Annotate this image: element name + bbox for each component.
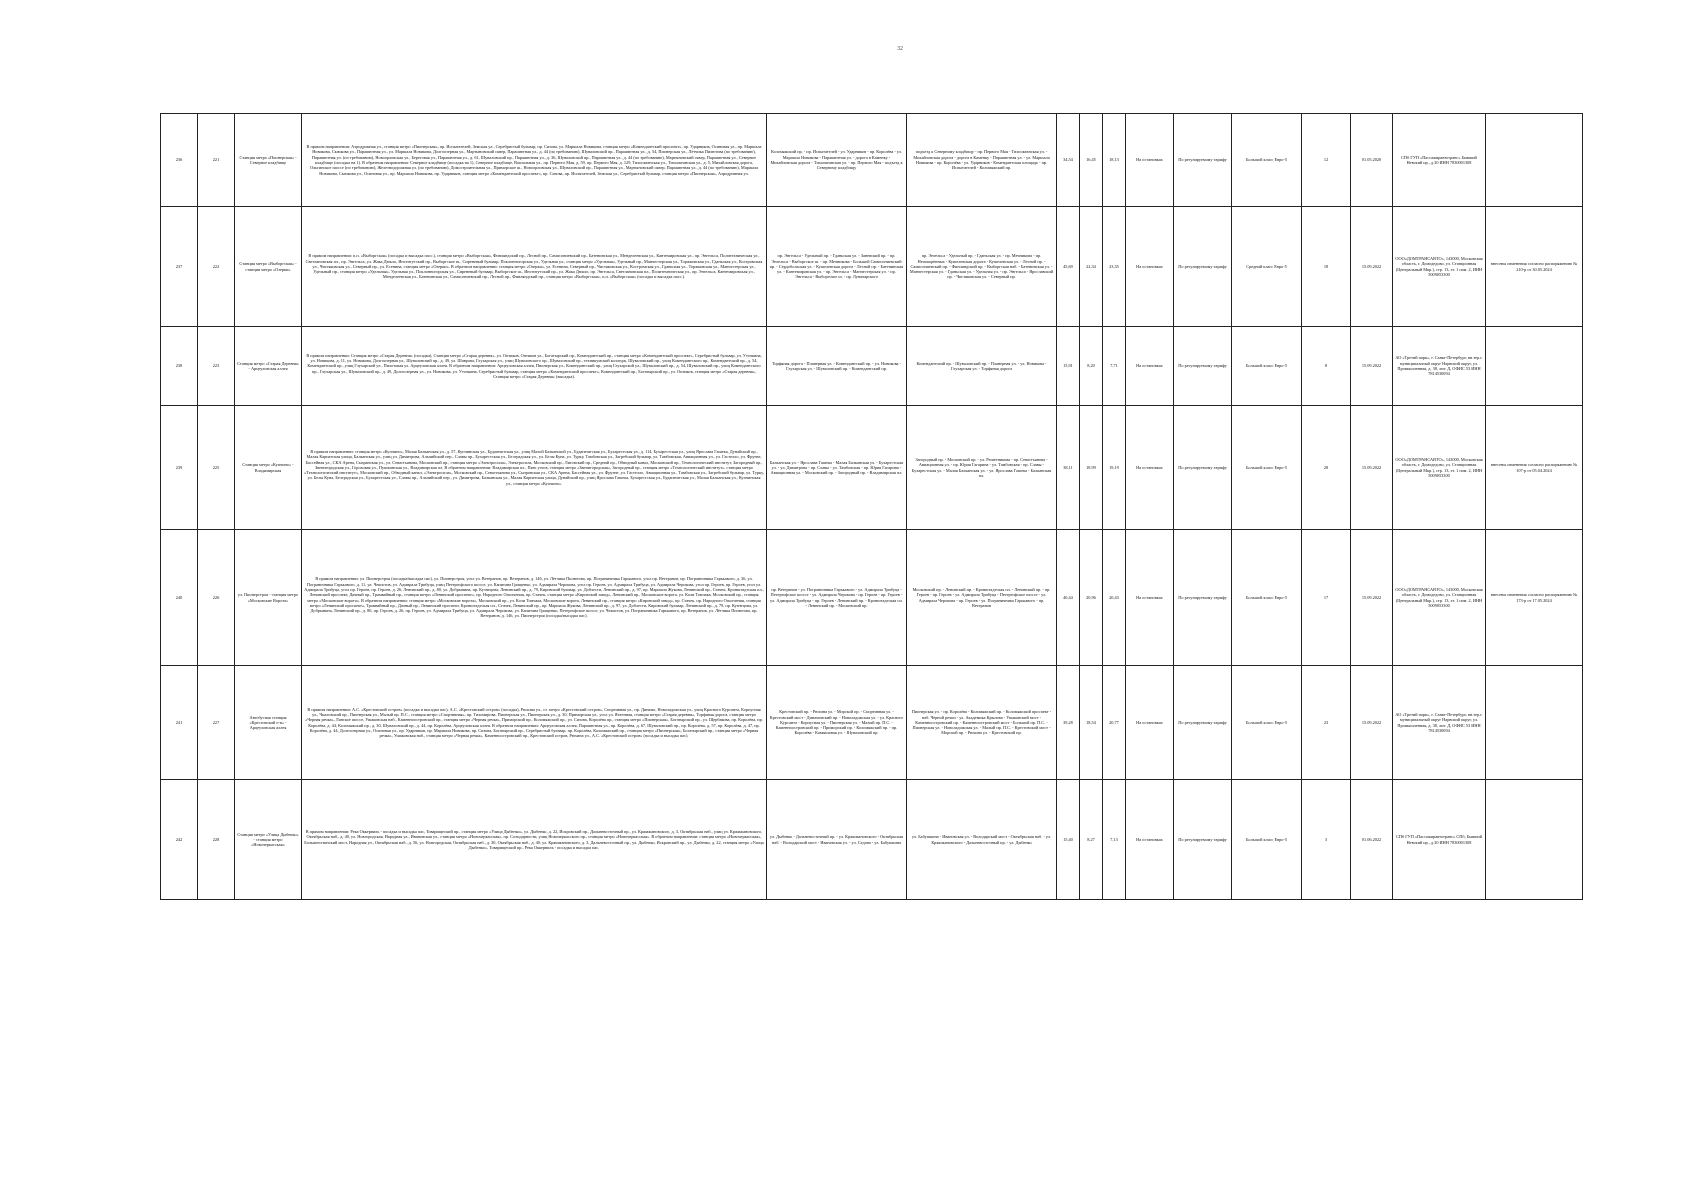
start-date: 15.09.2022 bbox=[1351, 666, 1393, 780]
carrier: ООО«ДОМТРАНСАВТО», 143000, Московская область, г. Домодедово, ул. Станционная (Центральный Мкр.), стр. 13, эт. 1 пом. 2, ИНН 5009053300 bbox=[1393, 406, 1486, 530]
vehicle-count: 17 bbox=[1302, 530, 1351, 666]
start-date: 01.05.2020 bbox=[1351, 114, 1393, 207]
streets-forward: Коломяжский пр. - пр. Испытателей - ул. Ударников - пр. Королёва - ул. Маршала Новикова - Парашютная ул. - дорога в Каменку - Михайловская дорога - Тихоокеанская ул. - пр. Первого Мая - подъезд к Северному кладбищу bbox=[767, 114, 907, 207]
stops-type: На остановках bbox=[1126, 207, 1174, 327]
note: внесены изменения согласно распоряжению № 210-р от 30.05.2024 bbox=[1486, 207, 1583, 327]
route-path: В прямом направлении: п.п. «Выборгская» (посадка и высадка пасс.), станция метро «Выборгская», Финляндский пр., Лесной пр., Сампсониевский пр., Батенинская ул., Менделеевская ул., Кантемировская ул., пр. Энгельса, Политехническая ул., Светлановская пл., пр. Энгельса, ул. Жака Дюкло, Институтский пр., Выборгское ш., Сиреневый бульвар, Поклонногорская ул., Удельная ул., станция метро «Удельная», Удельный пр., Манчестерская ул., Торжковская ул., Гданьская ул., Костромская ул., Чистяковская ул., Северный пр., ул. Есенина, станция метро «Озерки». В обратном направлении: станция метро «Озерки», ул. Есенина, Северный пр., Чистяковская ул., Костромская ул., Гданьская ул., Торжковская ул., Манчестерская ул., Удельный пр., станция метро «Удельная», Удельная ул., Поклонногорская ул., Сиреневый бульвар, Выборгское ш., Институтский пр., ул. Жака Дюкло, пр. Энгельса, Светлановская пл., Политехническая ул., пр. Энгельса, Кантемировская ул., Менделеевская ул., Батенинская ул., Сампсониевский пр., Лесной пр., Финляндский пр., станция метро «Выборгская», п.п. «Выборгская» (посадка и высадка пасс.). bbox=[302, 207, 767, 327]
vehicle-class: Большой класс Евро-5 bbox=[1232, 780, 1302, 900]
note bbox=[1486, 780, 1583, 900]
vehicle-count: 28 bbox=[1302, 406, 1351, 530]
vehicle-class: Большой класс Евро-5 bbox=[1232, 114, 1302, 207]
length-total: 7,71 bbox=[1103, 327, 1126, 406]
streets-forward: пр. Ветеранов - ул. Пограничника Гарькавого - ул. Адмирала Трибуца - Петергофское шоссе - ул. Адмирала Черокова - пр. Героев - пр. Героев - ул. Адмирала Трибуца - пр. Героев - Ленинский пр. - Кронштадтская пл. - Ленинский пр. - Московский пр. bbox=[767, 530, 907, 666]
tariff: По регулируемому тарифу bbox=[1174, 327, 1232, 406]
route-name: Станция метро «Улица Дыбенко» - станция метро «Новочеркасская» bbox=[235, 780, 302, 900]
note: внесены изменения согласно распоряжению № 107-р от 05.04.2024 bbox=[1486, 406, 1583, 530]
route-name: Станция метро «Старая Деревня» - Арцеуловская аллея bbox=[235, 327, 302, 406]
note: внесены изменения согласно распоряжению № 173-р от 17.05.2024 bbox=[1486, 530, 1583, 666]
row-number: 240 bbox=[161, 530, 198, 666]
streets-forward: Торфяная дорога - Планерная ул. - Комендантский пр. - ул. Новикова - Глухарская ул. - Шуваловский пр. - Комендантский пр. bbox=[767, 327, 907, 406]
vehicle-class: Большой класс Евро-5 bbox=[1232, 327, 1302, 406]
streets-forward: Крестовский пр. - Рюхина ул. - Морской пр. - Спортивная ул. - Крестовский мост - Динамовский пр. - Новоладожская ул. - ул. Красного Курсанта - Корпусная ул. - Пионерская ул. - Малый пр. П.С. - Каменноостровский пр. - Приморский пр. - Коломяжский пр. - пр. Королёва - Камышовая ул. - Шуваловский пр. bbox=[767, 666, 907, 780]
vehicle-count: 12 bbox=[1302, 114, 1351, 207]
stops-type: На остановках bbox=[1126, 530, 1174, 666]
streets-backward: пр. Энгельса - Удельный пр. - Гданьская ул. - пр. Мечникова - пр. Непокорённых - Кушелевская дорога - Кушелевская ул. - Лесной пр. - Сампсониевский пр. - Финляндский пр. - Выборгская наб. - Батенинская ул. - Манчестерская ул. - Гданьская ул. - Удельная ул. - пр. Энгельса - Ярославский пр. - Чистяковская ул. - Северный пр. bbox=[907, 207, 1057, 327]
stops-type: На остановках bbox=[1126, 780, 1174, 900]
route-path: В прямом направлении: станция метро «Купчино», Малая Балканская ул., д. 57, Купчинская ул., Будапештская ул., улиц Малой Балканской ул., Будапештская ул., Бухарестская ул., д. 114, Бухарестская ул., улиц Ярослава Гашека, Дунайский пр., Малая Карпатская улица, Балканская ул., улиц ул. Димитрова, Альпийский пер., Славы пр., Бухарестская ул., Белградская ул., ул. Белы Куна, ул. Турку, Тамбовская ул., Загребский бульвар, ул. Тамбовская, Авиационная ул., ул. Гастелло, ул. Фрунзе, Бассейная ул., СКА Арена, Сызранская ул., ул. Севастьянова, Московский пр., станция метро «Электросила», Электросила, Московский пр., Лиговский пр., Средний пр., Обводный канал, Московский пр., Технологический институт, Загородный пр., Звенигородская ул., Гороховая ул., Пушкинская ул., Владимирская пл. В обратном направлении: Владимирская пл., Пять углов, станция метро «Звенигородская», Загородный пр., станция метро «Технологический институт», станция метро «Технологический институт», Московский пр., Обводный канал, «Электросила», Московский пр., Севастьянова ул., Сызранская ул., СКА Арена, Бассейная ул., ул. Фрунзе, ул. Гастелло, Авиационная ул., Тамбовская ул., Загребский бульвар, ул. Турку, ул. Белы Куна, Белградская ул., Бухарестская ул., Славы пр., Альпийский пер., ул. Димитрова, Балканская ул., Малая Карпатская улица, Дунайский пр., улиц Ярослава Гашека, Бухарестская ул., Будапештская ул., Малая Балканская ул., Купчинская ул., станция метро «Купчино». bbox=[302, 406, 767, 530]
length-forward: 40,44 bbox=[1057, 530, 1080, 666]
length-backward: 8,20 bbox=[1080, 327, 1103, 406]
length-total: 18,13 bbox=[1103, 114, 1126, 207]
length-forward: 38,11 bbox=[1057, 406, 1080, 530]
row-number: 242 bbox=[161, 780, 198, 900]
start-date: 15.09.2022 bbox=[1351, 530, 1393, 666]
route-path: В прямом направлении: А.С. «Крестовский остров» (посадка и высадка пас), А.С. «Крестовский остров» (посадка), Рюхина ул., ст. метро «Крестовский остров», Спортивная ул., пр. Динамо, Новоладожская ул., улиц Красного Курсанта, Корпусная ул., Чкаловский пр., Пионерская ул., Малый пр. П.С., станция метро «Спортивная», пр. Тихомирова, Пионерская ул., Пионерская ул., д. 30, Приморская ул., угол ул. Яхтенная, станция метро «Старая деревня», Торфяная дорога, станция метро «Черная речка», Ланское шоссе, Ушаковская наб., Каменноостровский пр., станция метро «Черная речка», Приморский пр., Коломяжский пр., ул. Сизова, Королёва пр., станция метро «Пионерская», Богатырский пр., ул. Щербакова, пр. Королёва, пр. Королёва, д. 44, Коломяжский пр., д. 30, Шуваловский пр., д. 44, пр. Королёва, Арцеуловская аллея. В обратном направлении: Арцеуловская аллея, Парашютная ул., пр. Королёва, д. 67, Шуваловский пр., пр. Королёва, д. 57, пр. Королёва, д. 47, пр. Королёва, д. 44, Долгоозерная ул., Осиновая ул., пр. Ударников, пр. Маршала Новикова, пр. Сизова, Богатырский пр., Серебристый бульвар, пр. Королёва, Коломяжский пр., станция метро «Пионерская», Богатырский пр., станция метро «Черная речка», Ушаковская наб., станция метро «Черная речка», Каменноостровский пр., Крестовский остров, Рюхина ул., А.С. «Крестовский остров» (посадка и высадка пас). bbox=[302, 666, 767, 780]
length-backward: 20,96 bbox=[1080, 530, 1103, 666]
route-number: 222 bbox=[198, 207, 235, 327]
length-backward: 18,99 bbox=[1080, 406, 1103, 530]
table-row bbox=[161, 114, 1583, 207]
length-forward: 39,28 bbox=[1057, 666, 1080, 780]
streets-backward: подъезд к Северному кладбищу - пр. Первого Мая - Тихоокеанская ул. - Михайловская дорога - дорога в Каменку - Парашютная ул. - ул. Маршала Новикова - пр. Королёва - ул. Ударников - Комендантская площадь - пр. Испытателей - Коломяжский пр. bbox=[907, 114, 1057, 207]
row-number: 236 bbox=[161, 114, 198, 207]
vehicle-count: 23 bbox=[1302, 666, 1351, 780]
length-total: 20,43 bbox=[1103, 530, 1126, 666]
start-date: 15.09.2022 bbox=[1351, 406, 1393, 530]
row-number: 237 bbox=[161, 207, 198, 327]
stops-type: На остановках bbox=[1126, 114, 1174, 207]
table-row bbox=[161, 780, 1583, 900]
stops-type: На остановках bbox=[1126, 327, 1174, 406]
route-number: 227 bbox=[198, 666, 235, 780]
route-name: Автобусная станция «Крестовский о-в» - Арцеуловская аллея bbox=[235, 666, 302, 780]
carrier: ООО«ДОМТРАНСАВТО», 143000, Московская область, г. Домодедово, ул. Станционная (Центральный Мкр.), стр. 13, эт. 1 пом. 2, ИНН 5009053300 bbox=[1393, 530, 1486, 666]
route-path: В прямом направлении: Река Оккервиль - посадка и высадка пас, Товарищеский пр., станция метро «Улица Дыбенко», ул. Дыбенко, д. 22, Искровский пр., Дальневосточный пр., ул. Кржижановского, д. 3, Октябрьская наб., улиц ул. Кржижановского, Октябрьская наб., д. 40, ул. Новгородская, Народная ул., Ивановская ул., станция метро «Новочеркасская», пр. Солидарности, улиц Новочеркасского пр., станция метро «Новочеркасская». В обратном направлении: станция метро «Новочеркасская», Большеохтинский мост, Народная ул., Октябрьская наб., д. 56, ул. Новгородская, Октябрьская наб., д. 30, Октябрьская наб., д. 40, ул. Кржижановского, д. 3, Дальневосточный пр., ул. Дыбенко, Искровский пр., ул. Дыбенко, д. 22, станция метро «Улица Дыбенко», Товарищеский пр., Река Оккервиль - посадка и высадка пас. bbox=[302, 780, 767, 900]
streets-backward: Пионерская ул. - пр. Королёва - Коломяжский пр. - Коломяжский проспект - наб. Чёрной речки - ул. Академика Крылова - Ушаковский мост - Каменноостровский пр. - Каменноостровский мост - Большой пр. П.С. - Пионерская ул. - Новоладожская ул. - Малый пр. П.С. - Крестовский мост - Морской пр. - Рюхина ул. - Крестовский пр. bbox=[907, 666, 1057, 780]
route-number: 221 bbox=[198, 114, 235, 207]
length-backward: 8,27 bbox=[1080, 780, 1103, 900]
table-row bbox=[161, 207, 1583, 327]
vehicle-class: Средний класс Евро-5 bbox=[1232, 207, 1302, 327]
route-name: ул. Пионерстроя - станция метро «Московские Ворота» bbox=[235, 530, 302, 666]
streets-forward: пр. Энгельса - Удельный пр. - Гданьская ул. - Заневский пр. - пр. Энгельса - Выборгское ш. - пр. Мечникова - Большой Сампсониевский пр. - Сердобольская ул. - Кушелевская дорога - Лесной пр. - Батенинская ул. - Кантемировская ул. - пр. Энгельса - Манчестерская ул. - пр. Энгельса - Выборгское ш. - пр. Луначарского bbox=[767, 207, 907, 327]
stops-type: На остановках bbox=[1126, 406, 1174, 530]
tariff: По регулируемому тарифу bbox=[1174, 666, 1232, 780]
vehicle-count: 3 bbox=[1302, 780, 1351, 900]
streets-backward: ул. Бабушкина - Ивановская ул. - Володарский мост - Октябрьская наб. - ул. Кржижановского - Дальневосточный пр. - ул. Дыбенко bbox=[907, 780, 1057, 900]
start-date: 15.09.2022 bbox=[1351, 207, 1393, 327]
route-path: В прямом направлении: ул. Пионерстроя (посадка/высадка пас), ул. Пионерстроя, угол ул. Ветеранов, пр. Ветеранов, д. 146, ул. Лётчика Пилютова, пр. Пограничника Гарькавого, угол пр. Ветеранов, пр. Пограничника Гарькавого, д. 36, ул. Пограничника Гарькавого, д. 11, ул. Чекистов, ул. Адмирала Трибуца, улиц Петергофского шоссе, ул. Капитана Грищенко, ул. Адмирала Черокова, угол пр. Героев, ул. Адмирала Трибуца, ул. Адмирала Черокова, угол пр. Героев, пр. Героев, угол ул. Адмирала Трибуца, угол пр. Героев, пр. Героев, д. 26, Ленинский пр., д. 80, ул. Добрынина, пр. Кузнецова, Ленинский пр., д. 79, Кировский бульвар, ул. Доблести, Ленинский пр., д. 97, пр. Маршала Жукова, Ленинский пр., Стачек, Кронштадтская пл., Ленинский проспект, Дачный пр., Трамвайный пр., станция метро «Ленинский проспект», пр. Народного Ополчения, пр. Стачек, станция метро «Кировский завод», Ленинский пр., Московские ворота, ул. Коли Томчака, Московский пр., станция метро «Московские ворота». В обратном направлении: станция метро «Московские ворота», Московский пр., ул. Коли Томчака, Московские ворота, Ленинский пр., станция метро «Кировский завод», пр. Стачек, пр. Народного Ополчения, станция метро «Ленинский проспект», Трамвайный пр., Дачный пр., Ленинский проспект, Кронштадтская пл., Стачек, Ленинский пр., пр. Маршала Жукова, Ленинский пр., д. 97, ул. Доблести, Кировский бульвар, Ленинский пр., д. 79, пр. Кузнецова, ул. Добрынина, Ленинский пр., д. 80, пр. Героев, д. 26, пр. Героев, ул. Адмирала Трибуца, ул. Адмирала Черокова, ул. Капитана Грищенко, Петергофское шоссе, ул. Чекистов, ул. Пограничника Гарькавого, пр. Ветеранов, ул. Лётчика Пилютова, пр. Ветеранов, д. 146, ул. Пионерстроя (посадка/высадка пас). bbox=[302, 530, 767, 666]
note bbox=[1486, 666, 1583, 780]
streets-backward: Загородный пр. - Московский пр. - ул. Решетникова - пр. Севастьянова - Авиационная ул. - пр. Юрия Гагарина - ул. Тамбовская - пр. Славы - Бухарестская ул. - Малая Балканская ул. - ул. Ярослава Гашека - Балканская пл. bbox=[907, 406, 1057, 530]
start-date: 01.06.2022 bbox=[1351, 780, 1393, 900]
length-forward: 15,91 bbox=[1057, 327, 1080, 406]
streets-forward: Балканская ул. - Ярослава Гашека - Малая Балканская ул. - Бухарестская ул. - ул. Димитрова - пр. Славы - ул. Тамбовская - пр. Юрия Гагарина - Авиационная ул. - Московский пр. - Загородный пр. - Владимирская пл. bbox=[767, 406, 907, 530]
vehicle-count: 18 bbox=[1302, 207, 1351, 327]
route-path: В прямом направлении: Станция метро «Старая Деревня» (посадка), Станция метро «Старая деревня», ул. Оптиков, Оптиков ул., Богатырский пр., Комендантский пр., станция метро «Комендантский проспект», Серебристый бульвар, ул. Уточкина, ул. Новикова, д. 11, ул. Новикова, Долгоозерная ул., Шуваловский пр., д. 49, ул. Шаврова, Глухарская ул., улиц Шуваловского пр., Шуваловский пр., техникумский колледж, Шуваловский пр., улиц Комендантского пр., Комендантский пр., д. 54, Комендантский пр., улиц Глухарской ул., Пилотовая ул. Арцеуловская аллея. В обратном направлении: Арцеуловская аллея, Пионерская ул., Комендантский пр., улиц Глухарской ул., Шуваловский пр., д. 54, Шуваловский пр., улиц Комендантского пр., Глухарская ул., Шуваловский пр., д. 49, Долгоозерная ул., ул. Новикова, ул. Уточкина, Серебристый бульвар, станция метро «Комендантский проспект», Комендантский пр., Богатырский пр., ул. Оптиков, станция метро «Старая деревня», Станция метро «Старая Деревня» (высадка). bbox=[302, 327, 767, 406]
tariff: По регулируемому тарифу bbox=[1174, 406, 1232, 530]
tariff: По регулируемому тарифу bbox=[1174, 207, 1232, 327]
vehicle-count: 8 bbox=[1302, 327, 1351, 406]
page-number: 32 bbox=[897, 46, 903, 52]
length-backward: 22,34 bbox=[1080, 207, 1103, 327]
route-name: Станция метро «Выборгская» - станция метро «Озерки» bbox=[235, 207, 302, 327]
streets-backward: Комендантский пр. - Шуваловский пр. - Планерная ул. - ул. Новикова - Глухарская ул. - Торфяная дорога bbox=[907, 327, 1057, 406]
start-date: 15.09.2022 bbox=[1351, 327, 1393, 406]
row-number: 238 bbox=[161, 327, 198, 406]
note bbox=[1486, 114, 1583, 207]
table-row bbox=[161, 327, 1583, 406]
length-total: 7,13 bbox=[1103, 780, 1126, 900]
length-backward: 16,45 bbox=[1080, 114, 1103, 207]
table-row bbox=[161, 530, 1583, 666]
table-row bbox=[161, 666, 1583, 780]
length-total: 19,19 bbox=[1103, 406, 1126, 530]
note bbox=[1486, 327, 1583, 406]
tariff: По регулируемому тарифу bbox=[1174, 114, 1232, 207]
vehicle-class: Большой класс Евро-5 bbox=[1232, 530, 1302, 666]
table-row bbox=[161, 406, 1583, 530]
length-forward: 15,40 bbox=[1057, 780, 1080, 900]
route-path: В прямом направлении: Аэродромная ул., станция метро «Пионерская», пр. Испытателей, Земская ул., Серебристый бульвар, пр. Сизова, ул. Маршала Новикова, станция метро «Комендантский проспект», пр. Ударников, Осиновая ул., пр. Маршала Новикова, Скачкова ул., Парашютная ул., ул. Маршала Новикова, Долгоозерная ул., Мартыновский сквер, Парашютная ул., д. 44 (по требованию), Шуваловский пр., Парашютная ул., д. 54, Пионерская ул., Лётчика Пилютова (по требованию), Парашютная ул. (по требованию), Новоорловская ул., Береговая ул., Парашютная ул., д. 61, Шуваловский пр., Парашютная ул., д. 36, Шуваловский пр., Парашютная ул., д. 44 (по требованию), Мартыновский сквер, Парашютная ул., Северное кладбище (посадка на 1). В обратном направлении: Северное кладбище (посадка на 1), Северное кладбище, Вокзальная ул., пр. Первого Мая, д. 59, пр. Первого Мая, д. 129, Тихоокеанская ул., Тихоокеанская ул., д. 5, Михайловская дорога, Ольгинское шоссе (по требованию), Железнодорожная ул. (по требованию), Домостроительная ул., Приморское ш., Новоорловская ул., Шуваловский пр., Парашютная ул., Мартыновский сквер, Парашютная ул., д. 44 (по требованию), Маршала Новикова, Скачкова ул., Осиновая ул., пр. Маршала Новикова, пр. Ударников, станция метро «Комендантский проспект», пр. Сизова, пр. Испытателей, Земская ул., Серебристый бульвар, станция метро «Пионерская», Аэродромная ул. bbox=[302, 114, 767, 207]
vehicle-class: Большой класс Евро-5 bbox=[1232, 406, 1302, 530]
routes-table bbox=[160, 113, 1583, 900]
tariff: По регулируемому тарифу bbox=[1174, 780, 1232, 900]
route-name: Станция метро «Купчино» - Владимирская bbox=[235, 406, 302, 530]
length-total: 23,35 bbox=[1103, 207, 1126, 327]
length-backward: 18,54 bbox=[1080, 666, 1103, 780]
length-total: 20,77 bbox=[1103, 666, 1126, 780]
carrier: СПб ГУП «Пассажиравтотранс» Бывший Невский пр., д.30 ИНН 7830001308 bbox=[1393, 114, 1486, 207]
streets-forward: ул. Дыбенко - Дальневосточный пр. - ул. Кржижановского - Октябрьская наб. - Володарский мост - Ивановская ул. - ул. Седова - ул. Бабушкина bbox=[767, 780, 907, 900]
tariff: По регулируемому тарифу bbox=[1174, 530, 1232, 666]
carrier: СПб ГУП «Пассажиравтотранс» СПб, Бывший Невский пр., д.30 ИНН 7830001308 bbox=[1393, 780, 1486, 900]
route-number: 225 bbox=[198, 406, 235, 530]
vehicle-class: Большой класс Евро-5 bbox=[1232, 666, 1302, 780]
route-name: Станция метро «Пионерская» - Северное кладбище bbox=[235, 114, 302, 207]
length-forward: 34,54 bbox=[1057, 114, 1080, 207]
carrier: АО «Третий парк», г. Санкт-Петербург, вн.тер.г. муниципальный округ Нарвский округ, ул. Промышленная, д. 38, лит. Д, ОФИС 53 ИНН 7814530094 bbox=[1393, 327, 1486, 406]
carrier: АО «Третий парк», г. Санкт-Петербург, вн.тер.г. муниципальный округ Нарвский округ, ул. Промышленная, д. 38, лит. Д, ОФИС 53 ИНН 7814530094 bbox=[1393, 666, 1486, 780]
row-number: 239 bbox=[161, 406, 198, 530]
route-number: 223 bbox=[198, 327, 235, 406]
length-forward: 45,69 bbox=[1057, 207, 1080, 327]
streets-backward: Московский пр. - Ленинский пр. - Кронштадтская пл. - Ленинский пр. - пр. Героев - пр. Героев - ул. Адмирала Трибуца - Петергофское шоссе - ул. Адмирала Черокова - пр. Героев - ул. Пограничника Гарькавого - пр. Ветеранов bbox=[907, 530, 1057, 666]
carrier: ООО«ДОМТРАНСАВТО», 143000, Московская область, г. Домодедово, ул. Станционная (Центральный Мкр.), стр. 13, эт. 1 пом. 2, ИНН 5009053300 bbox=[1393, 207, 1486, 327]
stops-type: На остановках bbox=[1126, 666, 1174, 780]
route-number: 228 bbox=[198, 780, 235, 900]
row-number: 241 bbox=[161, 666, 198, 780]
route-number: 226 bbox=[198, 530, 235, 666]
